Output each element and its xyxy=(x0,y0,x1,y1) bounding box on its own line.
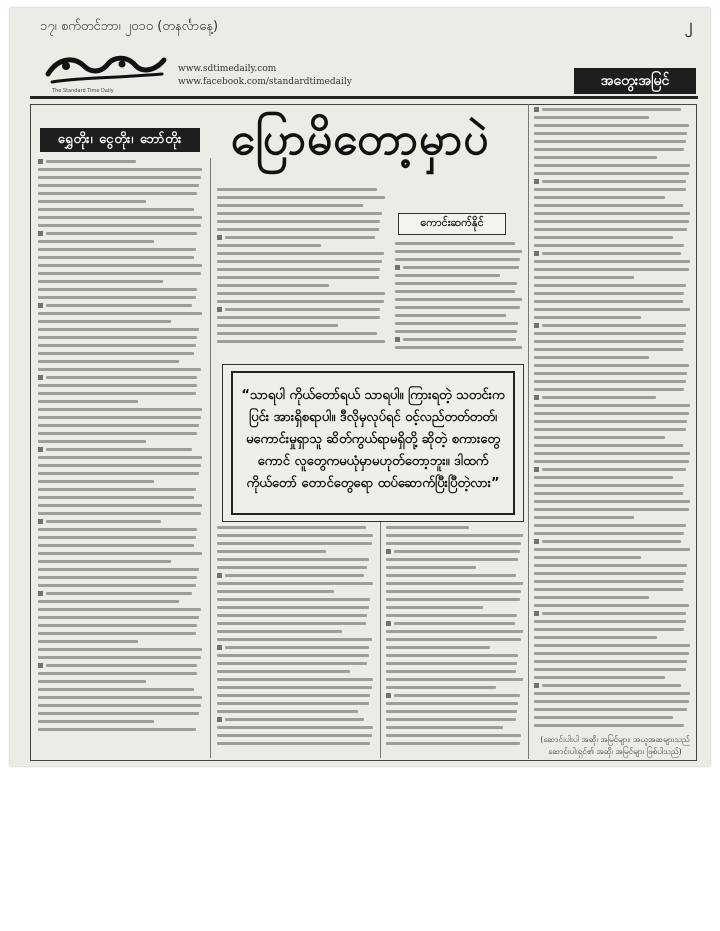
text-line xyxy=(217,212,382,215)
text-line xyxy=(386,718,516,721)
text-line xyxy=(38,360,179,363)
text-line xyxy=(395,346,522,349)
text-line xyxy=(534,300,683,303)
text-line xyxy=(38,728,196,731)
text-line xyxy=(38,344,196,347)
text-line xyxy=(217,558,369,561)
text-line xyxy=(38,616,199,619)
text-line xyxy=(534,452,690,455)
text-line xyxy=(534,476,673,479)
text-line xyxy=(534,196,665,199)
text-line xyxy=(395,258,520,261)
logo-tagline: The Standard Time Daily xyxy=(52,88,114,94)
text-line xyxy=(217,268,380,271)
text-line xyxy=(217,526,366,529)
article-kicker: ရွှေတိုး၊ ငွေတိုး၊ ဘော်တိုး xyxy=(40,128,200,152)
text-line xyxy=(403,338,516,341)
text-line xyxy=(394,694,520,697)
text-line xyxy=(386,734,521,737)
text-line xyxy=(542,612,686,615)
text-line xyxy=(534,492,683,495)
text-line xyxy=(38,368,201,371)
text-line xyxy=(217,638,372,641)
text-line xyxy=(386,726,503,729)
text-line xyxy=(38,552,202,555)
text-line xyxy=(38,464,201,467)
text-line xyxy=(542,684,681,687)
text-line xyxy=(534,636,657,639)
text-line xyxy=(395,298,522,301)
text-line xyxy=(395,242,515,245)
text-line xyxy=(386,742,520,745)
text-line xyxy=(534,700,689,703)
text-line xyxy=(217,590,334,593)
text-line xyxy=(534,572,686,575)
text-line xyxy=(38,696,202,699)
text-line xyxy=(386,662,517,665)
text-line xyxy=(394,622,515,625)
text-line xyxy=(38,176,201,179)
text-line xyxy=(542,324,686,327)
text-line xyxy=(38,576,197,579)
text-line xyxy=(217,670,350,673)
text-line xyxy=(386,598,520,601)
text-line xyxy=(534,724,684,727)
text-line xyxy=(534,564,687,567)
text-line xyxy=(534,204,683,207)
text-line xyxy=(38,568,199,571)
text-line xyxy=(534,676,665,679)
text-line xyxy=(386,630,523,633)
text-line xyxy=(38,336,197,339)
text-line xyxy=(542,180,686,183)
text-line xyxy=(38,312,202,315)
text-line xyxy=(395,282,517,285)
text-line xyxy=(217,606,369,609)
text-line xyxy=(534,244,684,247)
text-column-4 xyxy=(534,108,692,732)
text-line xyxy=(534,140,686,143)
text-line xyxy=(38,432,197,435)
text-line xyxy=(38,632,196,635)
text-line xyxy=(217,204,363,207)
column-divider xyxy=(380,518,381,758)
text-line xyxy=(38,272,201,275)
text-line xyxy=(386,574,516,577)
text-line xyxy=(534,444,683,447)
text-line xyxy=(217,566,367,569)
text-line xyxy=(38,216,202,219)
text-line xyxy=(217,686,372,689)
text-line xyxy=(534,484,684,487)
text-line xyxy=(386,534,523,537)
text-column-5 xyxy=(217,526,375,750)
text-line xyxy=(534,596,649,599)
text-line xyxy=(38,600,179,603)
text-line xyxy=(534,284,686,287)
text-line xyxy=(38,208,194,211)
text-line xyxy=(217,260,382,263)
text-column-6 xyxy=(386,526,524,750)
text-line xyxy=(38,184,199,187)
text-line xyxy=(395,314,506,317)
text-line xyxy=(46,520,161,523)
text-line xyxy=(386,582,523,585)
text-line xyxy=(38,408,202,411)
text-line xyxy=(542,108,681,111)
text-line xyxy=(38,560,171,563)
text-line xyxy=(386,614,517,617)
page-number: ၂ xyxy=(684,16,692,34)
text-line xyxy=(534,276,634,279)
text-line xyxy=(38,624,197,627)
text-line xyxy=(534,428,686,431)
text-line xyxy=(217,694,370,697)
text-line xyxy=(217,228,379,231)
text-line xyxy=(38,328,199,331)
text-line xyxy=(217,654,369,657)
text-line xyxy=(38,456,202,459)
pull-quote-text: “သာရပါ ကိုယ်တော်ရယ် သာရပါ။ ကြားရတဲ့ သတင်းကပြင်း အားရှိစရာပါ။ ဒီလိုမှလုပ်ရင် ဝင့်လည်တတ်တတ်၊ မကောင်းမှုရှာသူ ဆိတ်ကွယ်ရာမရှိတို့ ဆိုတဲ့ စကားတွေကောင် လူတွေကမယုံမှာမဟုတ်တော့ဘူး။ ဒါထက် ကိုယ်တော် တောင်တွေရော ထပ်ဆောက်ပြီးပြီတဲ့လား” xyxy=(241,388,505,491)
text-line xyxy=(386,646,490,649)
text-line xyxy=(38,296,196,299)
text-line xyxy=(38,488,196,491)
text-line xyxy=(386,526,469,529)
text-line xyxy=(38,536,196,539)
text-line xyxy=(534,516,634,519)
article-headline: ပြောမိတော့မှာပဲ xyxy=(230,114,490,165)
text-line xyxy=(534,292,684,295)
text-line xyxy=(38,648,202,651)
text-line xyxy=(403,266,519,269)
text-line xyxy=(534,644,690,647)
text-line xyxy=(38,200,146,203)
text-line xyxy=(46,592,192,595)
text-line xyxy=(217,726,373,729)
text-line xyxy=(534,628,684,631)
text-line xyxy=(386,710,517,713)
text-line xyxy=(225,718,364,721)
text-line xyxy=(534,220,689,223)
text-line xyxy=(542,396,656,399)
text-line xyxy=(38,168,202,171)
text-line xyxy=(395,330,517,333)
text-line xyxy=(38,264,202,267)
text-line xyxy=(38,416,201,419)
text-line xyxy=(534,260,690,263)
text-line xyxy=(38,392,196,395)
text-line xyxy=(534,588,683,591)
text-line xyxy=(395,306,520,309)
text-line xyxy=(534,156,657,159)
text-line xyxy=(534,420,687,423)
text-line xyxy=(534,660,687,663)
text-line xyxy=(38,256,194,259)
text-line xyxy=(534,340,684,343)
text-line xyxy=(217,276,379,279)
section-label: အတွေးအမြင် xyxy=(574,68,696,94)
text-line xyxy=(38,688,194,691)
website-url[interactable]: www.sdtimedaily.com xyxy=(178,64,277,74)
text-line xyxy=(534,164,690,167)
text-line xyxy=(534,556,641,559)
text-column-3 xyxy=(395,242,523,354)
text-line xyxy=(217,220,380,223)
date-line: ၁၇၊ စက်တင်ဘာ၊ ၂၀၁၀ (တနင်္လာနေ့) xyxy=(40,19,219,34)
article-credit: (ဆောင်းပါးပါ အဆို၊ အမြင်များ၊ အယူအဆများသည် ဆောင်းပါးရှင်၏ အဆို၊ အမြင်များ ဖြစ်ပါသည်) xyxy=(540,735,690,756)
text-line xyxy=(534,148,684,151)
text-line xyxy=(534,132,687,135)
text-line xyxy=(217,324,338,327)
text-line xyxy=(534,172,689,175)
text-line xyxy=(217,542,372,545)
text-line xyxy=(38,472,199,475)
text-line xyxy=(534,716,673,719)
text-line xyxy=(217,188,377,191)
text-line xyxy=(534,124,689,127)
text-line xyxy=(534,548,690,551)
text-line xyxy=(225,308,380,311)
text-line xyxy=(534,188,686,191)
text-line xyxy=(38,680,146,683)
column-divider xyxy=(528,104,529,759)
text-line xyxy=(534,372,687,375)
text-line xyxy=(534,212,690,215)
text-line xyxy=(217,734,372,737)
text-line xyxy=(46,376,197,379)
text-line xyxy=(217,550,326,553)
text-line xyxy=(534,412,689,415)
text-line xyxy=(534,620,686,623)
text-line xyxy=(534,116,649,119)
text-line xyxy=(395,322,518,325)
text-line xyxy=(534,524,686,527)
text-line xyxy=(38,400,138,403)
text-line xyxy=(534,668,686,671)
text-line xyxy=(38,608,201,611)
text-line xyxy=(534,404,690,407)
text-line xyxy=(217,742,370,745)
text-line xyxy=(38,528,197,531)
text-line xyxy=(217,614,367,617)
text-line xyxy=(386,638,521,641)
text-line xyxy=(534,380,686,383)
text-line xyxy=(534,508,689,511)
text-line xyxy=(38,440,146,443)
text-line xyxy=(386,566,476,569)
text-line xyxy=(534,580,684,583)
text-line xyxy=(38,672,197,675)
text-line xyxy=(534,316,641,319)
text-line xyxy=(395,250,522,253)
text-line xyxy=(46,304,192,307)
text-line xyxy=(534,652,689,655)
text-line xyxy=(534,268,689,271)
text-line xyxy=(386,670,516,673)
text-line xyxy=(394,550,520,553)
text-line xyxy=(534,236,673,239)
text-line xyxy=(534,532,684,535)
newspaper-page xyxy=(10,8,710,766)
column-divider xyxy=(210,158,211,758)
text-line xyxy=(386,590,521,593)
text-line xyxy=(38,288,197,291)
masthead-divider xyxy=(30,96,698,99)
text-line xyxy=(395,290,515,293)
text-line xyxy=(217,292,385,295)
facebook-url[interactable]: www.facebook.com/standardtimedaily xyxy=(178,77,352,87)
text-line xyxy=(38,384,197,387)
text-line xyxy=(534,604,689,607)
text-line xyxy=(217,284,329,287)
text-line xyxy=(217,316,380,319)
text-line xyxy=(217,340,385,343)
text-line xyxy=(217,662,367,665)
text-line xyxy=(38,720,154,723)
text-line xyxy=(534,332,686,335)
text-line xyxy=(225,236,375,239)
text-line xyxy=(38,240,154,243)
text-line xyxy=(38,496,194,499)
text-line xyxy=(225,574,364,577)
text-line xyxy=(534,388,684,391)
text-line xyxy=(217,196,385,199)
text-line xyxy=(46,664,197,667)
text-line xyxy=(542,540,681,543)
text-line xyxy=(217,534,373,537)
text-line xyxy=(534,500,690,503)
text-line xyxy=(225,646,369,649)
text-line xyxy=(46,232,197,235)
text-line xyxy=(534,460,689,463)
text-line xyxy=(38,424,199,427)
text-line xyxy=(534,356,649,359)
text-line xyxy=(217,622,366,625)
pull-quote-box xyxy=(222,364,524,522)
text-line xyxy=(386,678,523,681)
text-line xyxy=(386,686,496,689)
text-line xyxy=(38,544,194,547)
text-line xyxy=(38,320,171,323)
text-line xyxy=(386,702,518,705)
text-line xyxy=(217,582,373,585)
text-line xyxy=(534,708,687,711)
text-line xyxy=(46,160,136,163)
text-line xyxy=(38,656,201,659)
text-line xyxy=(217,244,321,247)
web-links xyxy=(178,63,352,89)
newspaper-logo xyxy=(44,52,169,88)
text-line xyxy=(38,712,199,715)
text-line xyxy=(386,654,518,657)
text-line xyxy=(217,678,373,681)
text-line xyxy=(38,248,196,251)
article-byline: ကောင်းဆက်နိုင် xyxy=(398,213,506,235)
text-line xyxy=(38,584,196,587)
text-line xyxy=(217,630,342,633)
text-line xyxy=(217,332,377,335)
text-line xyxy=(534,436,665,439)
text-line xyxy=(38,280,163,283)
text-line xyxy=(534,364,689,367)
text-line xyxy=(217,598,370,601)
text-line xyxy=(386,558,518,561)
text-line xyxy=(534,692,690,695)
text-line xyxy=(386,542,521,545)
text-line xyxy=(38,704,201,707)
text-line xyxy=(38,352,194,355)
text-line xyxy=(217,702,369,705)
text-line xyxy=(46,448,192,451)
text-line xyxy=(38,480,154,483)
text-line xyxy=(38,192,197,195)
text-line xyxy=(217,300,384,303)
text-line xyxy=(217,710,358,713)
text-line xyxy=(38,224,201,227)
text-column-2 xyxy=(217,188,387,348)
text-column-1 xyxy=(38,160,204,736)
text-line xyxy=(534,308,690,311)
text-line xyxy=(534,228,687,231)
text-line xyxy=(217,252,384,255)
text-line xyxy=(38,640,138,643)
text-line xyxy=(38,512,201,515)
text-line xyxy=(534,348,683,351)
text-line xyxy=(542,468,686,471)
text-line xyxy=(395,274,500,277)
text-line xyxy=(542,252,681,255)
text-line xyxy=(386,606,483,609)
text-line xyxy=(38,504,202,507)
